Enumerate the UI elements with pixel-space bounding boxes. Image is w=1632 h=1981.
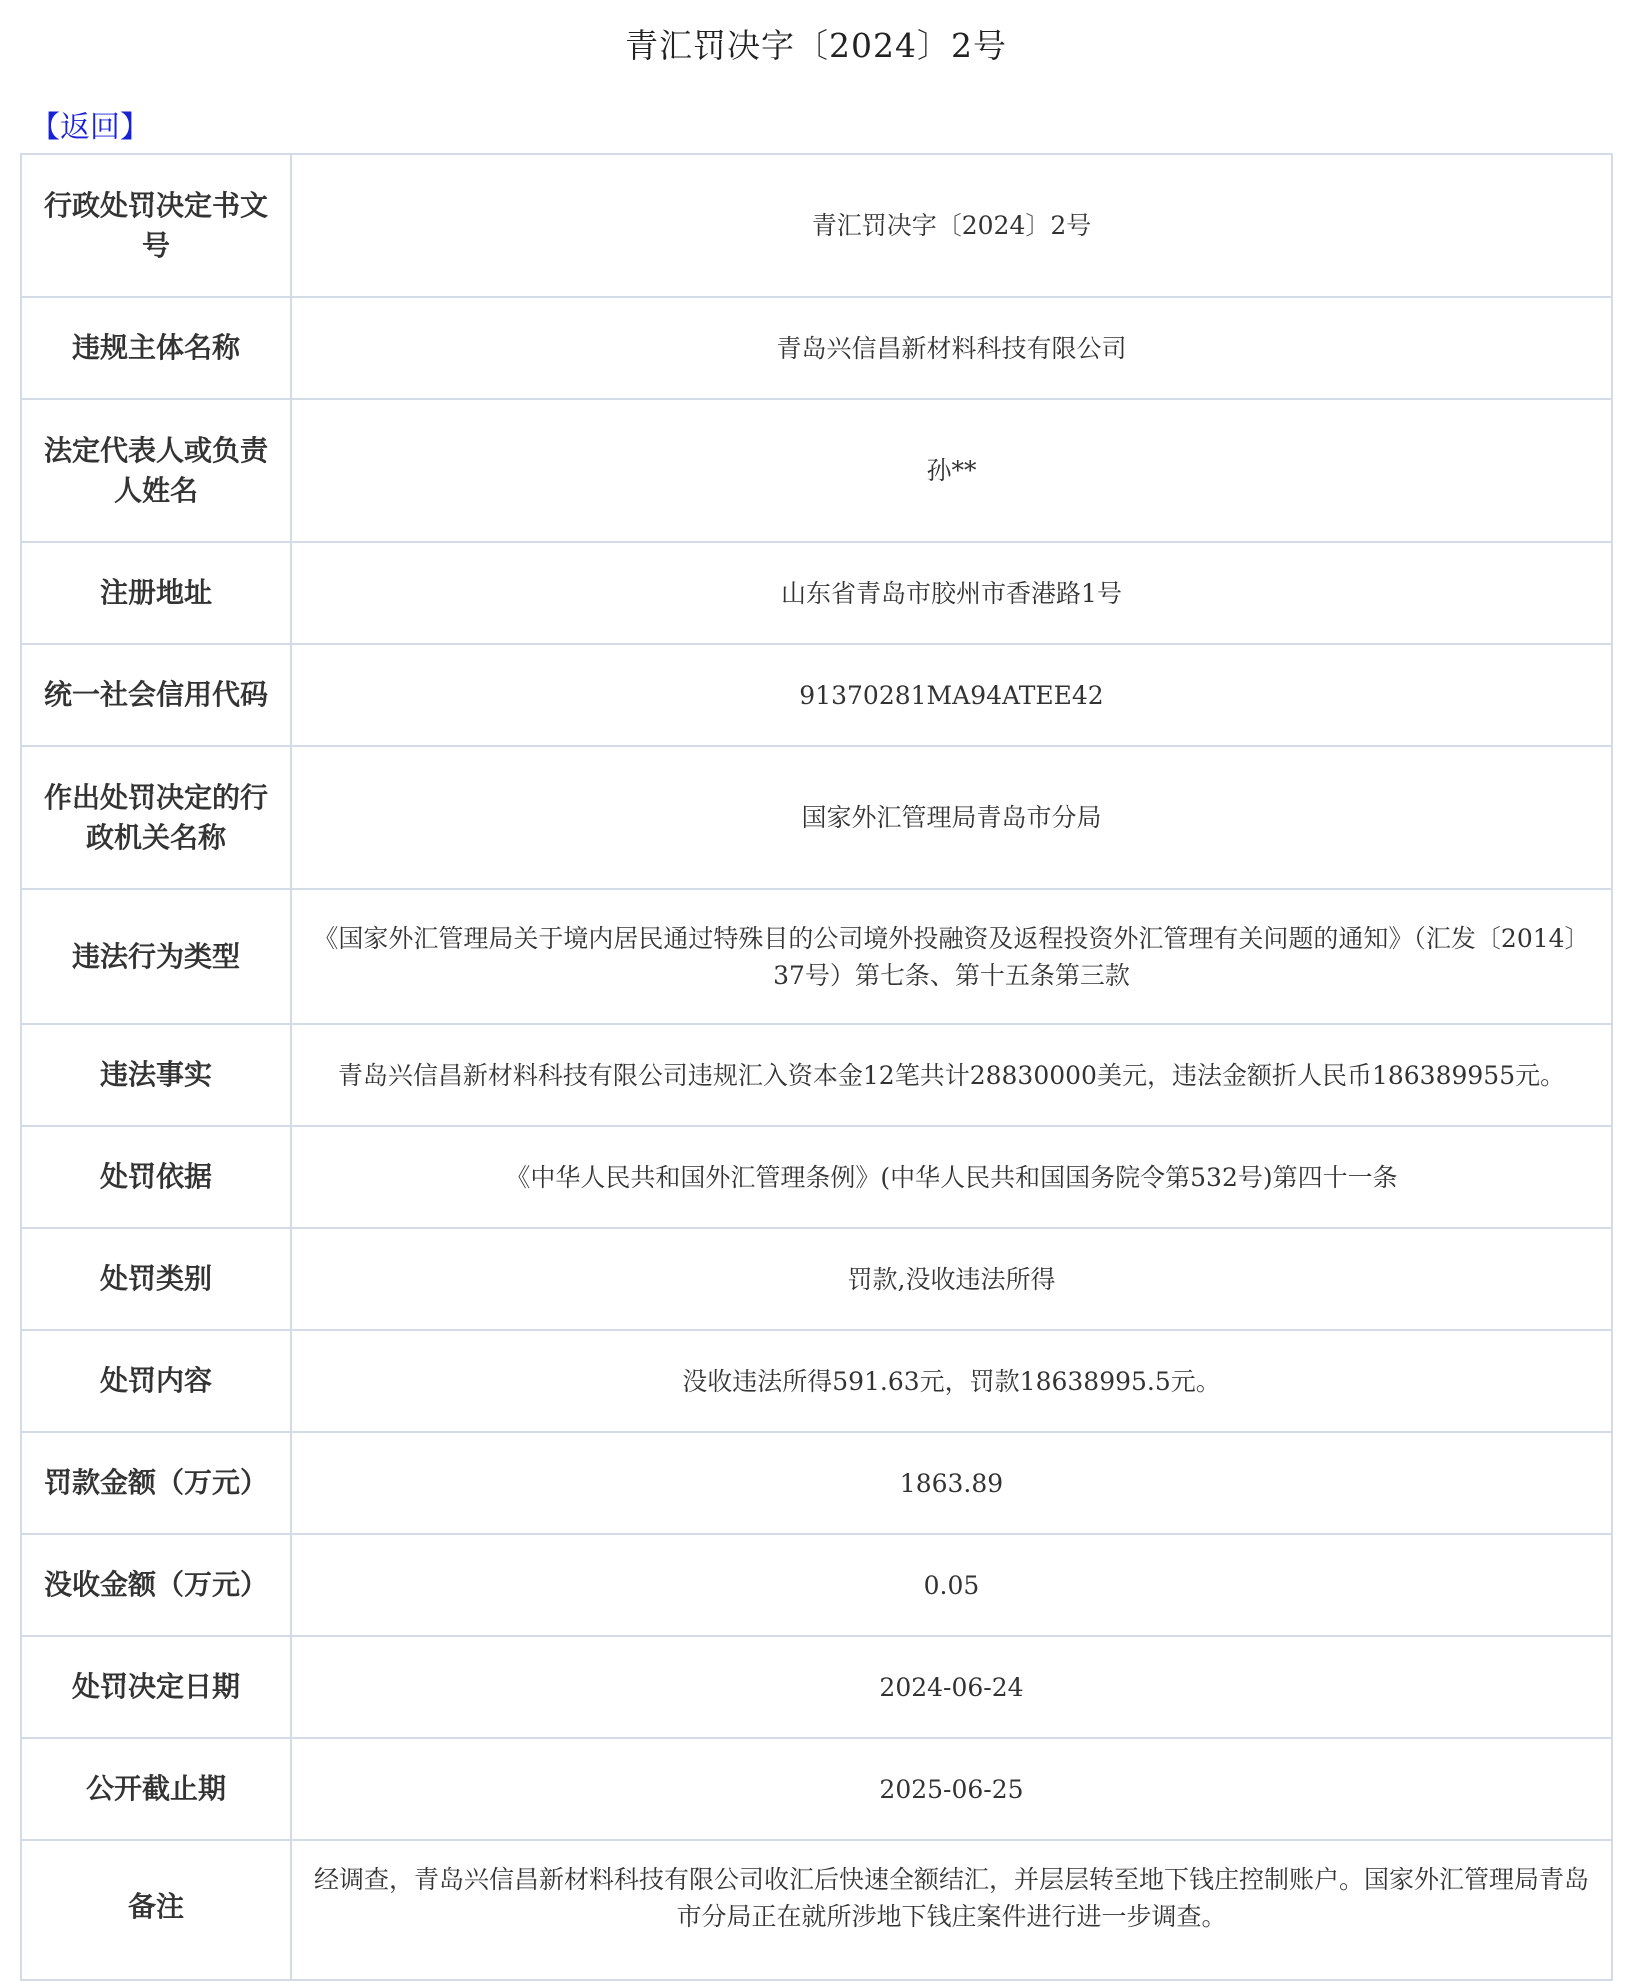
table-row-penalty-content	[21, 1330, 1612, 1432]
row-label: 法定代表人或负责人姓名	[21, 399, 291, 542]
row-label: 没收金额（万元）	[21, 1534, 291, 1636]
table-row-decision-number	[21, 154, 1612, 297]
table-row-violation-facts	[21, 1024, 1612, 1126]
table-row-confiscation-amount	[21, 1534, 1612, 1636]
table-row-entity-name	[21, 297, 1612, 399]
row-value: 青岛兴信昌新材料科技有限公司违规汇入资本金12笔共计28830000美元，违法金额折人民币186389955元。	[291, 1024, 1612, 1126]
page-title: 青汇罚决字〔2024〕2号	[625, 26, 1007, 65]
table-row-remarks	[21, 1840, 1612, 1980]
row-value: 2025-06-25	[291, 1738, 1612, 1840]
row-label: 行政处罚决定书文号	[21, 154, 291, 297]
row-label: 备注	[21, 1840, 291, 1980]
row-value: 《中华人民共和国外汇管理条例》(中华人民共和国国务院令第532号)第四十一条	[291, 1126, 1612, 1228]
row-value: 孙**	[291, 399, 1612, 542]
row-label: 作出处罚决定的行政机关名称	[21, 746, 291, 889]
row-label: 违法事实	[21, 1024, 291, 1126]
row-value: 青汇罚决字〔2024〕2号	[291, 154, 1612, 297]
row-label: 处罚依据	[21, 1126, 291, 1228]
table-row-disclosure-deadline	[21, 1738, 1612, 1840]
row-value: 1863.89	[291, 1432, 1612, 1534]
row-value: 《国家外汇管理局关于境内居民通过特殊目的公司境外投融资及返程投资外汇管理有关问题的通知》（汇发〔2014〕37号）第七条、第十五条第三款	[291, 889, 1612, 1024]
row-label: 注册地址	[21, 542, 291, 644]
row-label: 处罚决定日期	[21, 1636, 291, 1738]
row-value: 2024-06-24	[291, 1636, 1612, 1738]
row-label: 违规主体名称	[21, 297, 291, 399]
row-value: 0.05	[291, 1534, 1612, 1636]
table-row-penalty-basis	[21, 1126, 1612, 1228]
back-link[interactable]: 【返回】	[30, 110, 150, 145]
row-label: 处罚内容	[21, 1330, 291, 1432]
penalty-detail-table	[20, 153, 1613, 1981]
row-value: 经调查，青岛兴信昌新材料科技有限公司收汇后快速全额结汇，并层层转至地下钱庄控制账户。国家外汇管理局青岛市分局正在就所涉地下钱庄案件进行进一步调查。	[291, 1840, 1612, 1980]
row-label: 统一社会信用代码	[21, 644, 291, 746]
table-row-registered-address	[21, 542, 1612, 644]
row-label: 违法行为类型	[21, 889, 291, 1024]
table-row-fine-amount	[21, 1432, 1612, 1534]
table-row-violation-type	[21, 889, 1612, 1024]
row-value: 青岛兴信昌新材料科技有限公司	[291, 297, 1612, 399]
row-label: 罚款金额（万元）	[21, 1432, 291, 1534]
row-value: 91370281MA94ATEE42	[291, 644, 1612, 746]
table-row-authority	[21, 746, 1612, 889]
row-value: 没收违法所得591.63元，罚款18638995.5元。	[291, 1330, 1612, 1432]
table-row-legal-representative	[21, 399, 1612, 542]
table-row-penalty-category	[21, 1228, 1612, 1330]
table-row-decision-date	[21, 1636, 1612, 1738]
row-label: 处罚类别	[21, 1228, 291, 1330]
row-value: 罚款,没收违法所得	[291, 1228, 1612, 1330]
row-value: 山东省青岛市胶州市香港路1号	[291, 542, 1612, 644]
row-label: 公开截止期	[21, 1738, 291, 1840]
table-row-credit-code	[21, 644, 1612, 746]
row-value: 国家外汇管理局青岛市分局	[291, 746, 1612, 889]
